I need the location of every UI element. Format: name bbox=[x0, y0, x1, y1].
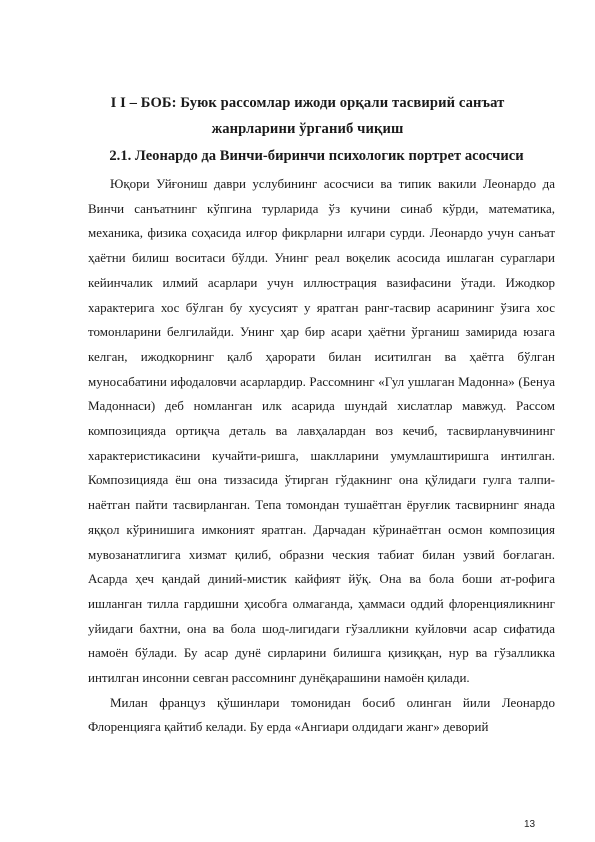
paragraph-2: Милан француз қўшинлари томонидан босиб олинган йили Леонардо Флоренцияга қайтиб келади. Бу ерда «Ангиари олдидаги жанг» деворий bbox=[88, 694, 555, 735]
body-text bbox=[88, 172, 555, 740]
paragraph-1: Юқори Уйғониш даври услубининг асосчиси ва типик вакили Леонардо да Винчи санъатнинг кўпгина турларида ўз кучини синаб кўрди, математика, механика, физика соҳасида илғор фикрларни илгари сурди. Леонардо учун санъат ҳаётни билиш воситаси бўлди. Унинг реал воқелик асосида ишлаган сураглари кейинчалик илмий асарлари учун иллюстрация вазифасини ўтади. Ижодкор характерига хос бўлган бу хусусият у яратган ранг-тасвир асарининг ўзига хос томонларини белгилайди. Унинг ҳар бир асари ҳаётни ўрганиш замирида юзага келган, ижодкорнинг қалб ҳарорати билан иситилган ва ҳаётга бўлган муносабатини ифодаловчи асарлардир. Рассомнинг «Гул ушлаган Мадонна» (Бенуа Мадоннаси) деб номланган илк асарида шундай хислатлар мавжуд. Рассом композицияда ортиқча деталь ва лавҳалардан воз кечиб, тасвирланувчининг характеристикасини кучайти-ришга, шаклларини умумлаштиришга интилган. Композицияда ёш она тиззасида ўтирган гўдакнинг она қўлидаги гулга талпи-наётган пайти тасвирланган. Тепа томондан тушаётган ёруғлик тасвирнинг янада яққол кўринишига имконият яратган. Дарчадан кўринаётган осмон композиция мувозанатлигига хизмат қилиб, образни ческия табиат билан узвий боғлаган. Асарда ҳеч қандай диний-мистик кайфият йўқ. Она ва бола боши ат-рофига ишланган тилла гардишни ҳисобга олмаганда, ҳаммаси оддий флоренцияликнинг уйидаги бахтни, она ва бола шод-лигидаги гўзалликни куйловчи асар сифатида намоён бўлади. Бу асар дунё сирларини билишга қизиққан, нур ва гўзалликка интилган инсонни севган рассомнинг дунёқарашини намоён қилади. bbox=[88, 176, 555, 686]
page-number: 13 bbox=[524, 819, 536, 830]
section-title: 2.1. Леонардо да Винчи-биринчи психологик портрет асосчиси bbox=[109, 148, 524, 164]
chapter-title-line-1: I I – БОБ: Буюк рассомлар ижоди орқали тасвирий санъат bbox=[110, 95, 505, 111]
chapter-title-line-2: жанрларини ўрганиб чиқиш bbox=[211, 121, 404, 137]
chapter-title bbox=[60, 90, 555, 142]
